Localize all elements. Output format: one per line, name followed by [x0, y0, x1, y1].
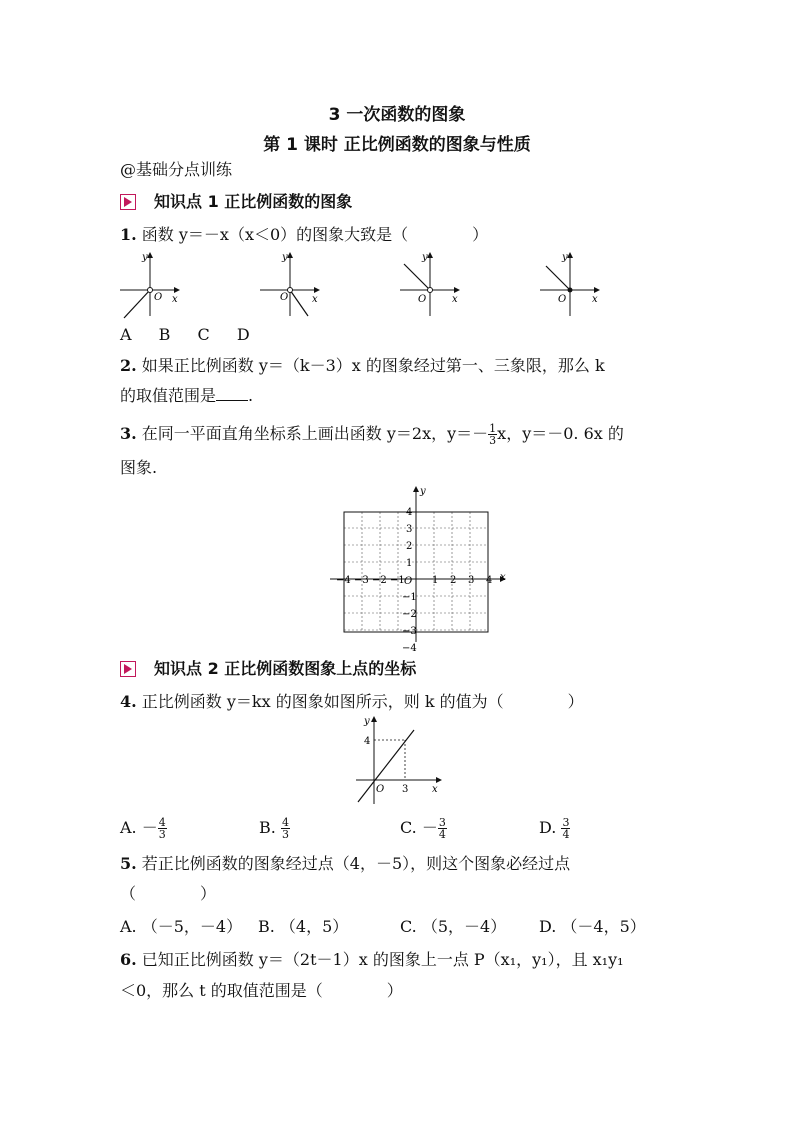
question-text: . [248, 386, 254, 405]
figure-a [120, 252, 180, 318]
question-5 [120, 854, 570, 874]
answer-blank [216, 386, 248, 401]
origin-label: O [404, 576, 413, 587]
y-label: y [422, 252, 428, 263]
figure-d [540, 252, 600, 316]
question-text: 已知正比例函数 y＝（2t－1）x 的图象上一点 P（x₁，y₁），且 x₁y₁ [141, 950, 624, 969]
x-tick-label: 2 [450, 575, 457, 586]
lesson-title: 第 1 课时 正比例函数的图象与性质 [263, 135, 531, 155]
q4-option-c: C. － $\frac{3}{4}$ [400, 816, 446, 841]
q1-option-figures [116, 250, 596, 322]
question-3 [120, 423, 624, 446]
x-label: x [312, 294, 318, 305]
question-text: 的取值范围是 [120, 386, 217, 405]
x-tick-label: −1 [390, 575, 405, 586]
y-label: y [562, 252, 568, 263]
question-1 [120, 225, 488, 245]
y-tick-label: −4 [402, 643, 417, 654]
question-number: 1. [120, 225, 137, 244]
question-5-line2: （ ） [120, 884, 217, 903]
q5-option-d: D. （－4，5） [539, 917, 646, 936]
origin-label: O [418, 294, 427, 305]
question-6 [120, 950, 624, 970]
q5-option-a: A. （－5，－4） [120, 917, 243, 936]
question-number: 5. [120, 854, 137, 873]
y-tick-label: 3 [406, 524, 413, 535]
origin-label: O [558, 294, 567, 305]
y-axis-label: y [420, 486, 426, 497]
question-number: 3. [120, 424, 137, 443]
question-2 [120, 356, 605, 376]
x-axis-label: x [500, 572, 506, 583]
x-tick-label: −4 [336, 575, 351, 586]
y-tick-label: 1 [406, 558, 413, 569]
origin-label: O [376, 784, 385, 795]
x-tick-3: 3 [402, 784, 409, 795]
q4-option-d: D. $\frac{3}{4}$ [539, 816, 570, 841]
question-text: 在同一平面直角坐标系上画出函数 y＝2x，y＝－ [141, 424, 489, 443]
x-tick-label: −2 [372, 575, 387, 586]
question-text: 如果正比例函数 y＝（k－3）x 的图象经过第一、三象限，那么 k [141, 356, 605, 375]
y-tick-label: 2 [406, 541, 413, 552]
x-tick-label: 3 [468, 575, 475, 586]
question-text: 正比例函数 y＝kx 的图象如图所示，则 k 的值为（ ） [141, 692, 584, 711]
q5-option-b: B. （4，5） [258, 917, 349, 936]
question-number: 4. [120, 692, 137, 711]
section-marker-icon [120, 194, 136, 210]
q1-options: A B C D [120, 325, 250, 344]
question-number: 6. [120, 950, 137, 969]
question-number: 2. [120, 356, 137, 375]
question-text: x，y＝－0. 6x 的 [497, 424, 624, 443]
q4-option-a: A. － $\frac{4}{3}$ [120, 816, 166, 841]
figure-c [400, 252, 460, 316]
origin-label: O [280, 292, 289, 303]
chapter-title: 3 一次函数的图象 [328, 105, 466, 125]
x-tick-label: 1 [432, 575, 439, 586]
question-6-line2: ＜0，那么 t 的取值范围是（ ） [120, 981, 403, 1000]
question-2-line2 [120, 386, 253, 406]
section-heading-1: 知识点 1 正比例函数的图象 [154, 192, 353, 211]
coordinate-grid [320, 484, 510, 654]
x-label: x [592, 294, 598, 305]
y-tick-label: −1 [402, 592, 417, 603]
question-text: 若正比例函数的图象经过点（4，－5），则这个图象必经过点 [141, 854, 571, 873]
y-label: y [282, 252, 288, 263]
q5-option-c: C. （5，－4） [400, 917, 507, 936]
x-label: x [432, 784, 438, 795]
question-4 [120, 692, 584, 712]
x-tick-labels [336, 575, 492, 586]
question-text: 函数 y＝－x（x＜0）的图象大致是（ ） [141, 225, 489, 244]
figure-b [260, 252, 320, 316]
q4-option-b: B. $\frac{4}{3}$ [259, 816, 289, 841]
section-heading-2: 知识点 2 正比例函数图象上点的坐标 [154, 659, 417, 678]
origin-label: O [154, 292, 163, 303]
section-marker-icon [120, 661, 136, 677]
y-tick-label: −3 [402, 626, 417, 637]
training-label: @基础分点训练 [120, 160, 233, 179]
x-label: x [172, 294, 178, 305]
y-tick-4: 4 [364, 736, 371, 747]
y-label: y [142, 252, 148, 263]
y-tick-label: 4 [406, 507, 413, 518]
x-tick-label: −3 [354, 575, 369, 586]
x-tick-label: 4 [486, 575, 493, 586]
question-3-line2: 图象. [120, 458, 158, 477]
x-label: x [452, 294, 458, 305]
fraction: $\frac{1}{3}$ [489, 422, 497, 447]
q4-figure [352, 716, 444, 806]
y-label: y [364, 716, 370, 727]
y-tick-label: −2 [402, 609, 417, 620]
